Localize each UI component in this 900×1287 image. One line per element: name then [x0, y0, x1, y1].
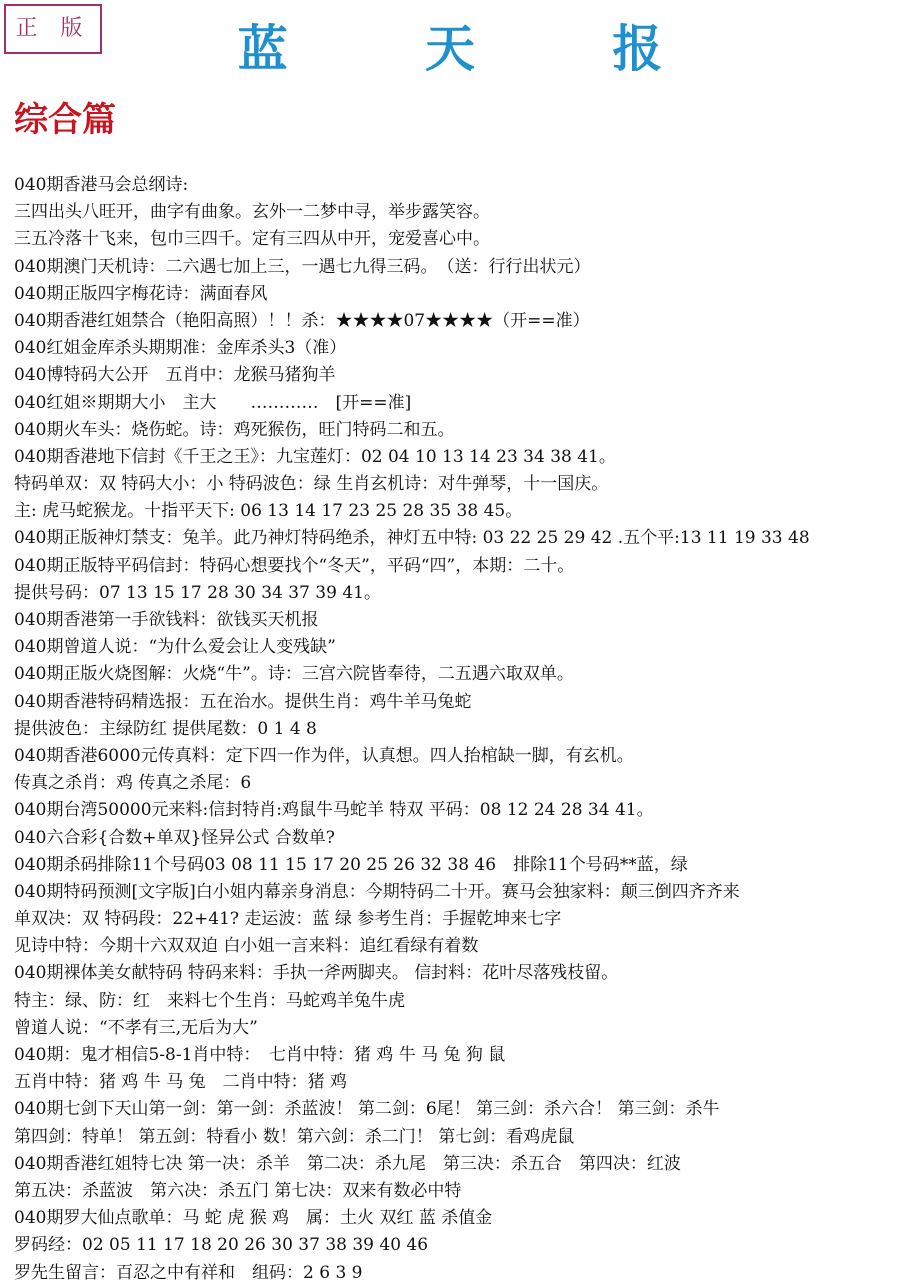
- text-line: 040红姐金库杀头期期准：金库杀头3（准）: [14, 338, 347, 359]
- section-title: 综合篇: [14, 100, 116, 140]
- text-line: 见诗中特：今期十六双双迫 白小姐一言来料：追红看绿有着数: [14, 936, 479, 957]
- text-line: 040期正版火烧图解：火烧“牛”。诗：三宫六院皆奉待，二五遇六取双单。: [14, 664, 574, 685]
- text-line: 主: 虎马蛇猴龙。十指平天下: 06 13 14 17 23 25 28 35 38 45。: [14, 501, 523, 522]
- text-line: 五肖中特：猪 鸡 牛 马 兔 二肖中特：猪 鸡: [14, 1072, 348, 1093]
- text-line: 040期罗大仙点歌单：马 蛇 虎 猴 鸡 属：土火 双红 蓝 杀值金: [14, 1208, 493, 1229]
- text-line: 040期火车头：烧伤蛇。诗：鸡死猴伤，旺门特码二和五。: [14, 419, 455, 440]
- text-line: 第五决：杀蓝波 第六决：杀五门 第七决：双来有数必中特: [14, 1180, 462, 1201]
- text-line: 040期香港红姐特七决 第一决：杀羊 第二决：杀九尾 第三决：杀五合 第四决：红波: [14, 1153, 681, 1174]
- text-line: 单双决：双 特码段：22+41? 走运波：蓝 绿 参考生肖：手握乾坤来七字: [14, 909, 562, 930]
- text-line: 040期特码预测[文字版]白小姐内幕亲身消息：今期特码二十开。赛马会独家料：颠三倒四齐齐来: [14, 881, 740, 902]
- text-line: 第四剑：特单！ 第五剑：特看小 数！第六剑：杀二门！ 第七剑：看鸡虎鼠: [14, 1126, 575, 1147]
- text-line: 提供波色：主绿防红 提供尾数：0 1 4 8: [14, 718, 317, 739]
- text-line: 040期正版神灯禁支：兔羊。此乃神灯特码绝杀，神灯五中特: 03 22 25 29 42 .五个平:13 11 19 33 48: [14, 528, 810, 549]
- text-line: 040红姐※期期大小 主大 ………… [开==准]: [14, 392, 412, 413]
- text-line: 040期澳门天机诗：二六遇七加上三，一遇七九得三码。 （送：行行出状元）: [14, 256, 591, 277]
- text-line: 曾道人说：“不孝有三,无后为大”: [14, 1017, 258, 1038]
- content-body: [14, 172, 898, 1287]
- text-line: 传真之杀肖：鸡 传真之杀尾：6: [14, 773, 252, 794]
- text-line: 040期香港6000元传真料：定下四一作为伴，认真想。四人抬棺缺一脚，有玄机。: [14, 745, 634, 766]
- text-line: 三四出头八旺开，曲字有曲象。玄外一二梦中寻，举步露笑容。: [14, 202, 490, 223]
- text-line: 040期香港红姐禁合（艳阳高照）！！杀：★★★★07★★★★（开==准）: [14, 310, 590, 331]
- page-title: 蓝 天 报: [237, 19, 723, 78]
- text-line: 040期：鬼才相信5-8-1肖中特： 七肖中特：猪 鸡 牛 马 兔 狗 鼠: [14, 1045, 506, 1065]
- text-line: 040期七剑下天山第一剑：第一剑：杀蓝波！ 第二剑：6尾！ 第三剑：杀六合！ 第三剑：杀牛: [14, 1099, 720, 1120]
- text-line: 三五冷落十飞来，包巾三四千。定有三四从中开，宠爱喜心中。: [14, 229, 490, 250]
- text-line: 提供号码：07 13 15 17 28 30 34 37 39 41。: [14, 582, 381, 603]
- edition-stamp: 正 版: [4, 4, 102, 54]
- text-line: 040期裸体美女献特码 特码来料：手执一斧两脚夹。 信封料：花叶尽落残枝留。: [14, 963, 619, 984]
- text-line: 特主：绿、防：红 来料七个生肖：马蛇鸡羊兔牛虎: [14, 990, 405, 1011]
- text-line: 040期香港地下信封《千王之王》：九宝莲灯：02 04 10 13 14 23 34 38 41。: [14, 446, 616, 467]
- text-line: 040期台湾50000元来料:信封特肖:鸡鼠牛马蛇羊 特双 平码：08 12 24 28 34 41。: [14, 800, 654, 821]
- text-line: 040博特码大公开 五肖中：龙猴马猪狗羊: [14, 365, 336, 386]
- text-line: 040期正版特平码信封：特码心想要找个“冬天”，平码“四”，本期：二十。: [14, 555, 575, 576]
- text-line: 040期香港马会总纲诗:: [14, 175, 189, 195]
- text-line: 040期曾道人说：“为什么爱会让人变残缺”: [14, 637, 336, 658]
- text-line: 罗码经：02 05 11 17 18 20 26 30 37 38 39 40 46: [14, 1235, 429, 1256]
- text-line: 040六合彩{合数+单双}怪异公式 合数单?: [14, 827, 335, 848]
- text-line: 040期杀码排除11个号码03 08 11 15 17 20 25 26 32 38 46 排除11个号码**蓝，绿: [14, 854, 688, 875]
- text-line: 040期正版四字梅花诗：满面春风: [14, 283, 268, 304]
- text-line: 特码单双：双 特码大小：小 特码波色：绿 生肖玄机诗：对牛弹琴，十一国庆。: [14, 474, 609, 495]
- text-line: 040期香港特码精选报：五在治水。提供生肖：鸡牛羊马兔蛇: [14, 691, 472, 712]
- text-line: 040期香港第一手欲钱料：欲钱买天机报: [14, 610, 319, 630]
- text-line: 罗先生留言：百忍之中有祥和 组码：2 6 3 9: [14, 1262, 363, 1283]
